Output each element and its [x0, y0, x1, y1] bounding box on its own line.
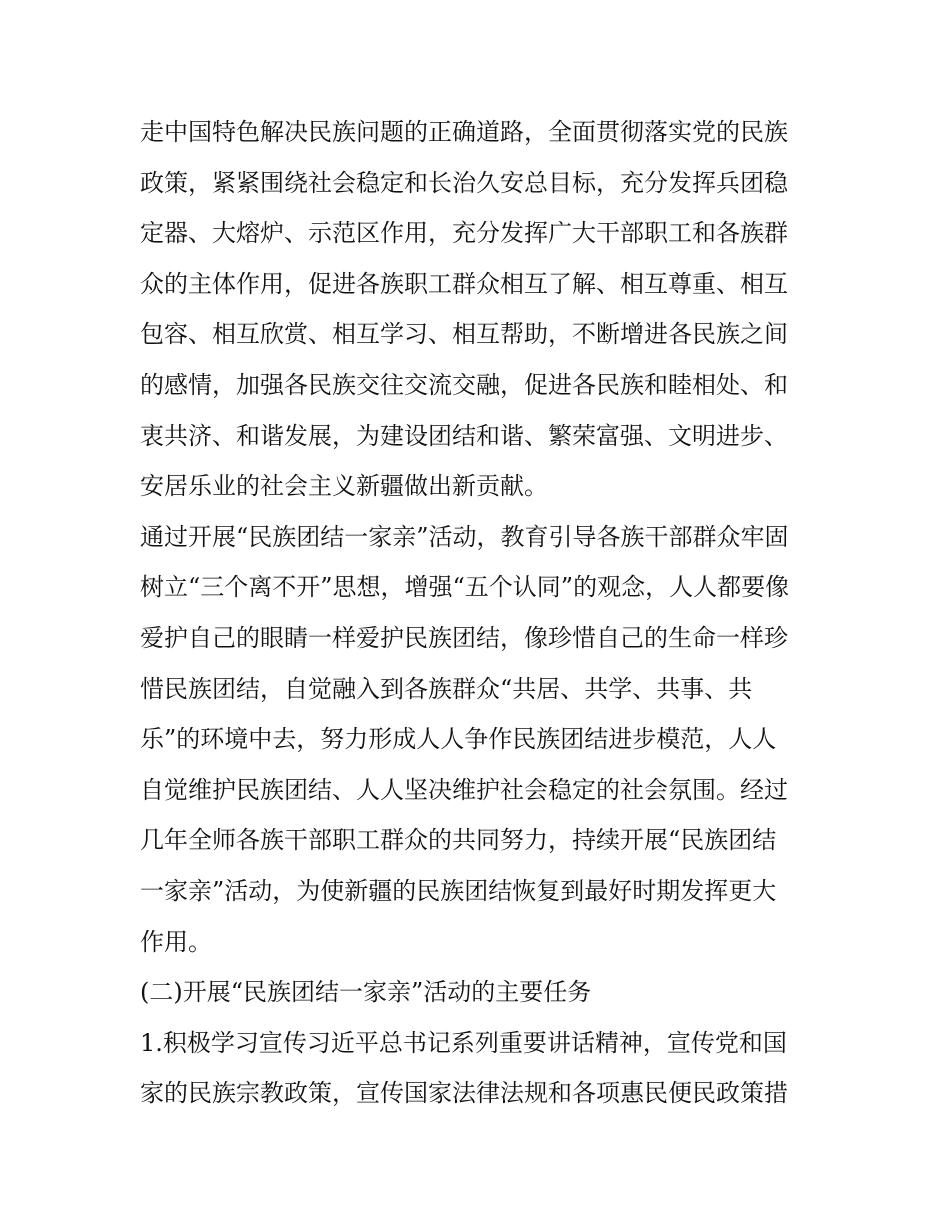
text-line: 通过开展“民族团结一家亲”活动，教育引导各族干部群众牢固 — [140, 522, 789, 551]
body-text — [140, 107, 820, 1119]
text-line: 政策，紧紧围绕社会稳定和长治久安总目标，充分发挥兵团稳 — [140, 168, 788, 197]
text-line: 作用。 — [140, 927, 212, 956]
text-line: 衷共济、和谐发展，为建设团结和谐、繁荣富强、文明进步、 — [140, 421, 788, 450]
text-line: 包容、相互欣赏、相互学习、相互帮助，不断增进各民族之间 — [140, 320, 788, 349]
text-line: 树立“三个离不开”思想，增强“五个认同”的观念，人人都要像 — [140, 573, 790, 602]
text-line: 惜民族团结，自觉融入到各族群众“共居、共学、共事、共 — [140, 674, 753, 703]
text-line: 走中国特色解决民族问题的正确道路，全面贯彻落实党的民族 — [140, 118, 788, 146]
text-line: 自觉维护民族团结、人人坚决维护社会稳定的社会氛围。经过 — [140, 775, 788, 804]
text-line: 乐”的环境中去，努力形成人人争作民族团结进步模范，人人 — [140, 725, 777, 754]
text-line: 爱护自己的眼睛一样爱护民族团结，像珍惜自己的生命一样珍 — [140, 623, 788, 652]
text-line: 家的民族宗教政策，宣传国家法律法规和各项惠民便民政策措 — [140, 1079, 788, 1108]
section-heading: (二)开展“民族团结一家亲”活动的主要任务 — [140, 978, 592, 1007]
text-line: 安居乐业的社会主义新疆做出新贡献。 — [140, 472, 548, 501]
text-line: 1.积极学习宣传习近平总书记系列重要讲话精神，宣传党和国 — [140, 1028, 787, 1057]
text-line: 几年全师各族干部职工群众的共同努力，持续开展“民族团结 — [140, 826, 777, 855]
text-line: 定器、大熔炉、示范区作用，充分发挥广大干部职工和各族群 — [140, 219, 788, 248]
text-line: 众的主体作用，促进各族职工群众相互了解、相互尊重、相互 — [140, 269, 788, 298]
text-line: 一家亲”活动，为使新疆的民族团结恢复到最好时期发挥更大 — [140, 876, 777, 905]
text-line: 的感情，加强各民族交往交流交融，促进各民族和睦相处、和 — [140, 370, 788, 399]
